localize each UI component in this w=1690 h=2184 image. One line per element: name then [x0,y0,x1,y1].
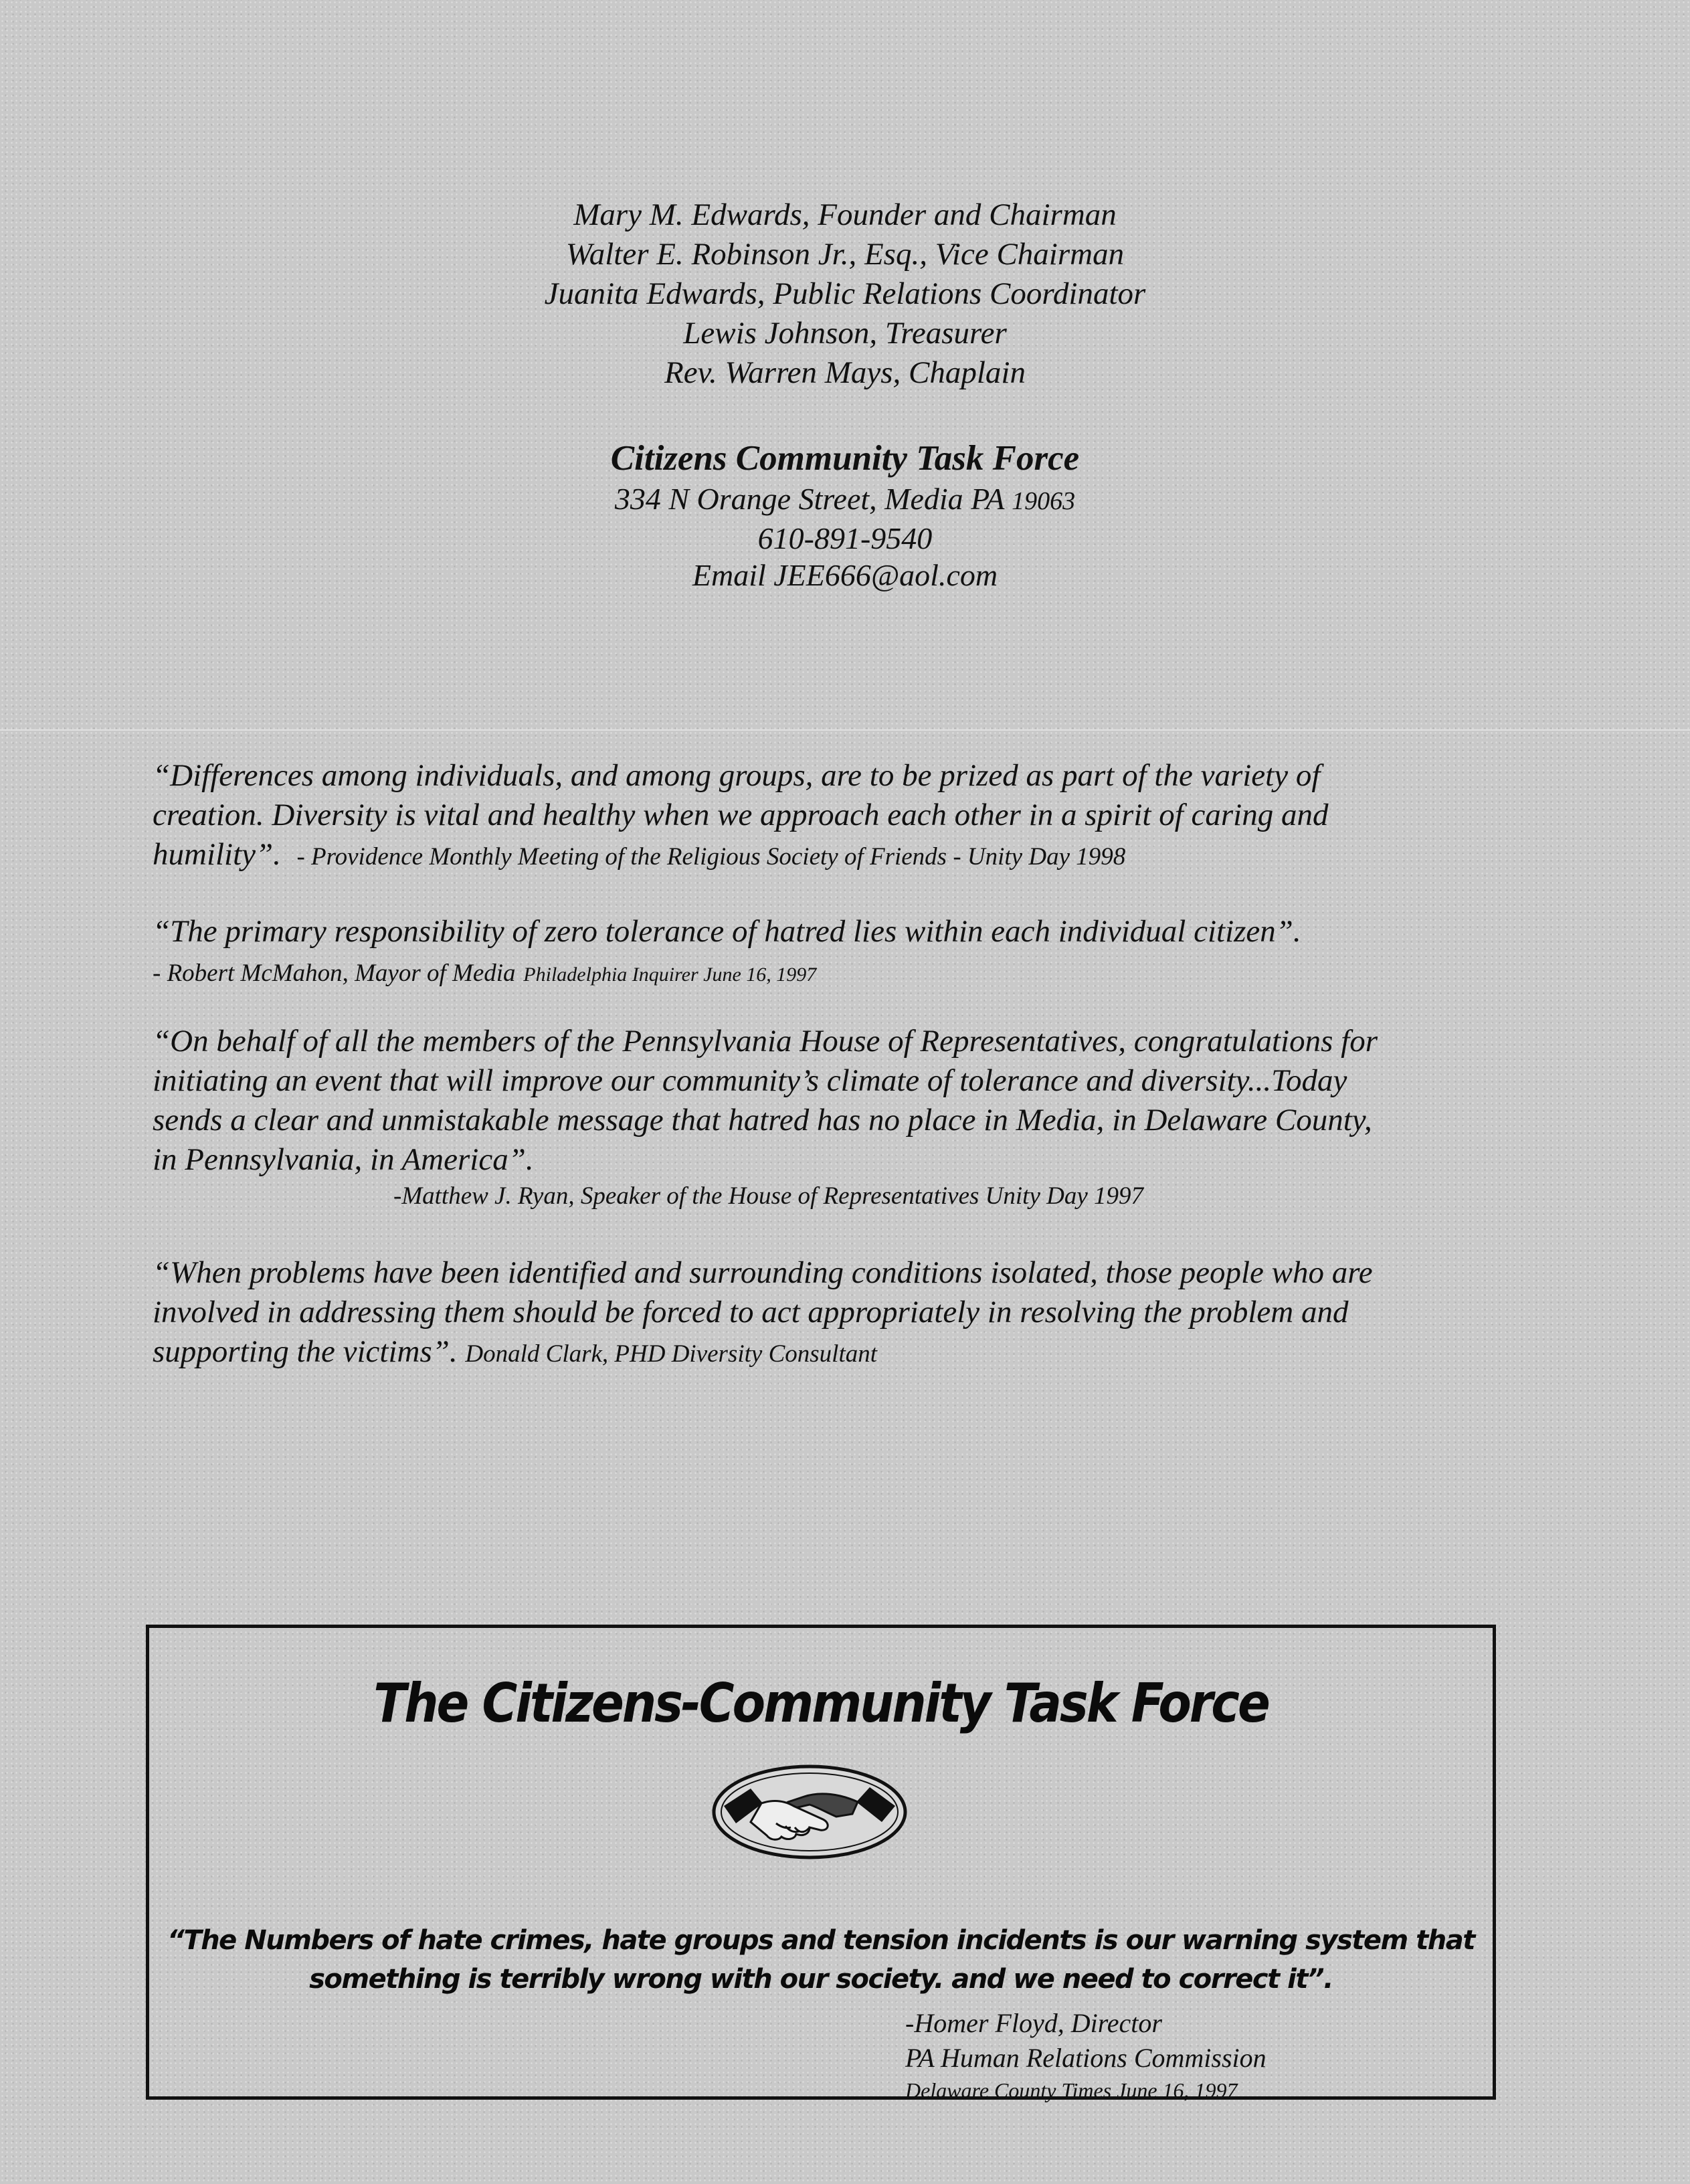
organization-email: Email JEE666@aol.com [692,558,998,592]
banner-attribution-line: PA Human Relations Commission [905,2043,1266,2073]
banner-quote-line: something is terribly wrong with our society. and we need to correct it”. [309,1964,1333,1995]
quote-line-end: supporting the victims”. [153,1334,458,1369]
address-street: 334 N Orange Street, Media PA [614,482,1004,516]
quote-line: “The primary responsibility of zero tolerance of hatred lies within each individual citizen”. [153,914,1301,949]
banner-box [146,1625,1496,2100]
banner-quote-line: “The Numbers of hate crimes, hate groups and tension incidents is our warning system that [167,1925,1475,1956]
quote-friends [153,756,1504,877]
quote-line: “On behalf of all the members of the Pennsylvania House of Representatives, congratulations for [153,1024,1378,1059]
officer-line: Juanita Edwards, Public Relations Coordinator [544,276,1146,311]
quote-line: in Pennsylvania, in America”. [153,1142,534,1177]
quote-line: sends a clear and unmistakable message that hatred has no place in Media, in Delaware County, [153,1103,1372,1138]
organization-address [0,480,1690,520]
quote-line: creation. Diversity is vital and healthy when we approach each other in a spirit of caring and [153,798,1329,832]
officer-line: Lewis Johnson, Treasurer [683,316,1007,351]
fold-line [0,729,1690,731]
banner-title: The Citizens-Community Task Force [373,1671,1269,1735]
banner-attribution [905,2006,1266,2105]
officer-line: Mary M. Edwards, Founder and Chairman [573,197,1117,232]
quote-mcmahon [153,912,1504,994]
quote-attribution-line [153,951,1504,994]
officers-list [0,195,1690,393]
quote-line [153,835,1504,877]
quote-attribution: - Providence Monthly Meeting of the Religious Society of Friends - Unity Day 1998 [296,843,1126,871]
quote-attribution: Donald Clark, PHD Diversity Consultant [465,1340,878,1368]
quote-clark [153,1253,1504,1374]
officer-line: Walter E. Robinson Jr., Esq., Vice Chairman [565,237,1125,272]
quote-line: involved in addressing them should be forced to act appropriately in resolving the problem and [153,1295,1349,1330]
organization-block [0,436,1690,594]
quote-ryan [153,1022,1504,1213]
banner-source: Delaware County Times June 16, 1997 [905,2078,1238,2102]
quote-line: “When problems have been identified and surrounding conditions isolated, those people who are [153,1255,1373,1290]
quote-source: Philadelphia Inquirer June 16, 1997 [523,964,817,986]
quote-line [153,1332,1504,1374]
banner-attribution-line: -Homer Floyd, Director [905,2008,1162,2038]
address-zip: 19063 [1012,487,1076,515]
handshake-icon [709,1762,910,1862]
quote-attribution: -Matthew J. Ryan, Speaker of the House of Representatives Unity Day 1997 [393,1182,1144,1210]
officer-line: Rev. Warren Mays, Chaplain [664,355,1026,390]
quote-line: “Differences among individuals, and among groups, are to be prized as part of the variety of [153,758,1321,793]
organization-name: Citizens Community Task Force [610,439,1080,478]
banner-quote [149,1921,1493,1999]
organization-phone: 610-891-9540 [757,521,933,555]
quote-attribution: - Robert McMahon, Mayor of Media [153,960,516,987]
quote-line: initiating an event that will improve our community’s climate of tolerance and diversity...Today [153,1063,1347,1098]
quote-line-end: humility”. [153,837,281,872]
